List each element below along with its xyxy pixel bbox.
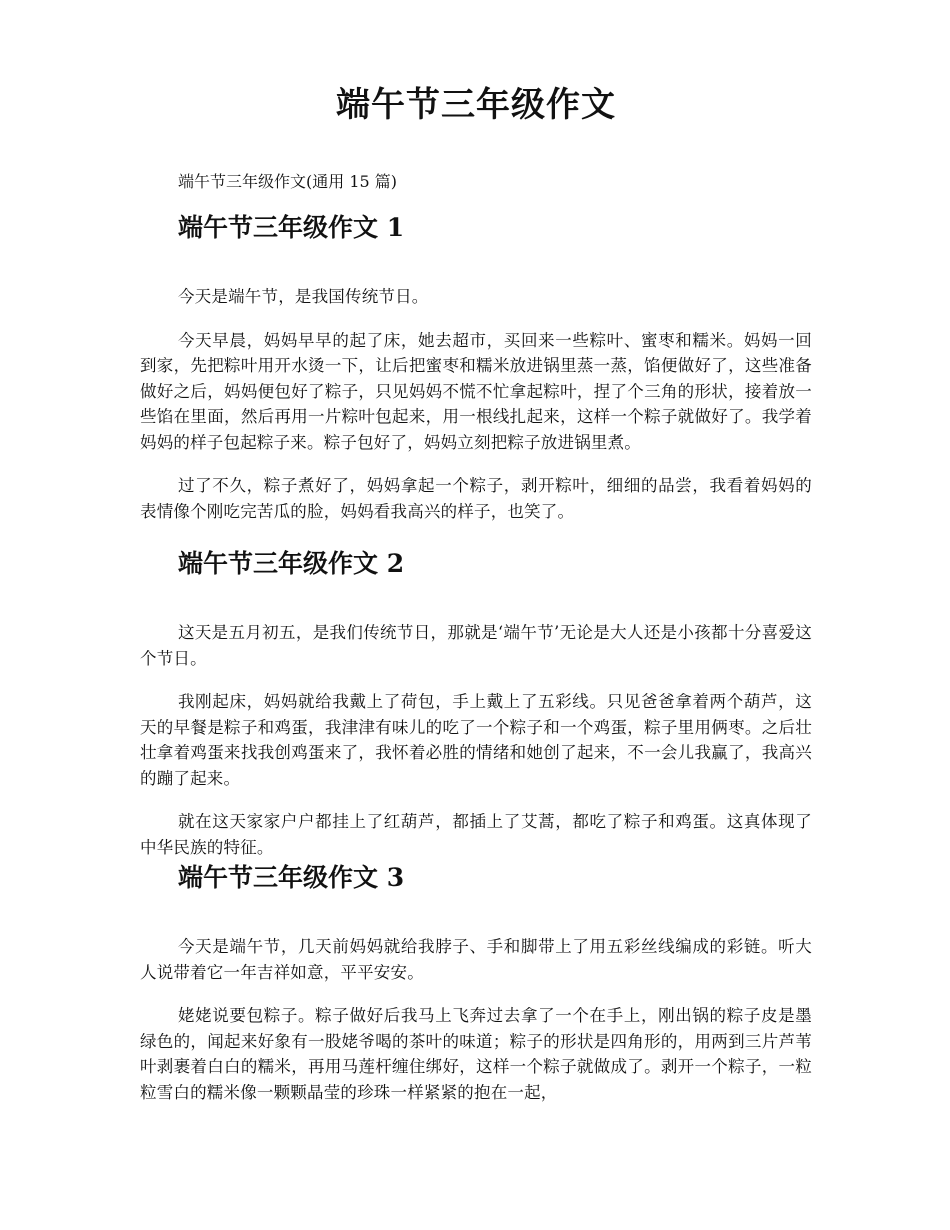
essay-paragraph: 今天早晨，妈妈早早的起了床，她去超市，买回来一些粽叶、蜜枣和糯米。妈妈一回到家，先把粽叶用开水烫一下，让后把蜜枣和糯米放进锅里蒸一蒸，馅便做好了，这些准备做好之后，妈妈便包好了粽子，只见妈妈不慌不忙拿起粽叶，捏了个三角的形状，接着放一些馅在里面，然后再用一片粽叶包起来，用一根线扎起来，这样一个粽子就做好了。我学着妈妈的样子包起粽子来。粽子包好了，妈妈立刻把粽子放进锅里煮。 bbox=[140, 330, 812, 452]
essay-heading: 端午节三年级作文 3 bbox=[178, 863, 405, 892]
essay-paragraph: 今天是端午节，是我国传统节日。 bbox=[178, 287, 429, 306]
essay-paragraph: 这天是五月初五，是我们传统节日，那就是‘端午节’无论是大人还是小孩都十分喜爱这个节日。 bbox=[140, 623, 812, 668]
essay-section-2 bbox=[140, 546, 812, 860]
essay-paragraph: 姥姥说要包粽子。粽子做好后我马上飞奔过去拿了一个在手上，刚出锅的粽子皮是墨绿色的，闻起来好象有一股姥爷喝的茶叶的味道；粽子的形状是四角形的，用两到三片芦苇叶剥裹着白白的糯米，再用马莲杆缠住绑好，这样一个粽子就做成了。剥开一个粽子，一粒粒雪白的糯米像一颗颗晶莹的珍珠一样紧紧的抱在一起， bbox=[140, 1006, 812, 1102]
essay-heading: 端午节三年级作文 1 bbox=[178, 213, 405, 242]
essay-paragraph: 过了不久，粽子煮好了，妈妈拿起一个粽子，剥开粽叶，细细的品尝，我看着妈妈的表情像个刚吃完苦瓜的脸，妈妈看我高兴的样子，也笑了。 bbox=[140, 476, 812, 521]
essay-heading: 端午节三年级作文 2 bbox=[178, 549, 405, 578]
document-subtitle: 端午节三年级作文(通用 15 篇) bbox=[178, 172, 398, 191]
essay-section-1 bbox=[140, 210, 812, 524]
essay-paragraph: 我刚起床，妈妈就给我戴上了荷包，手上戴上了五彩线。只见爸爸拿着两个葫芦，这天的早餐是粽子和鸡蛋，我津津有味儿的吃了一个粽子和一个鸡蛋，粽子里用俩枣。之后壮壮拿着鸡蛋来找我创鸡蛋来了，我怀着必胜的情绪和她创了起来，不一会儿我赢了，我高兴的蹦了起来。 bbox=[140, 692, 812, 788]
essay-paragraph: 就在这天家家户户都挂上了红葫芦，都插上了艾蒿，都吃了粽子和鸡蛋。这真体现了中华民族的特征。 bbox=[140, 812, 812, 857]
essay-paragraph: 今天是端午节，几天前妈妈就给我脖子、手和脚带上了用五彩丝线编成的彩链。听大人说带着它一年吉祥如意，平平安安。 bbox=[140, 937, 812, 982]
essay-section-3 bbox=[140, 860, 812, 1105]
document-title: 端午节三年级作文 bbox=[336, 85, 616, 125]
